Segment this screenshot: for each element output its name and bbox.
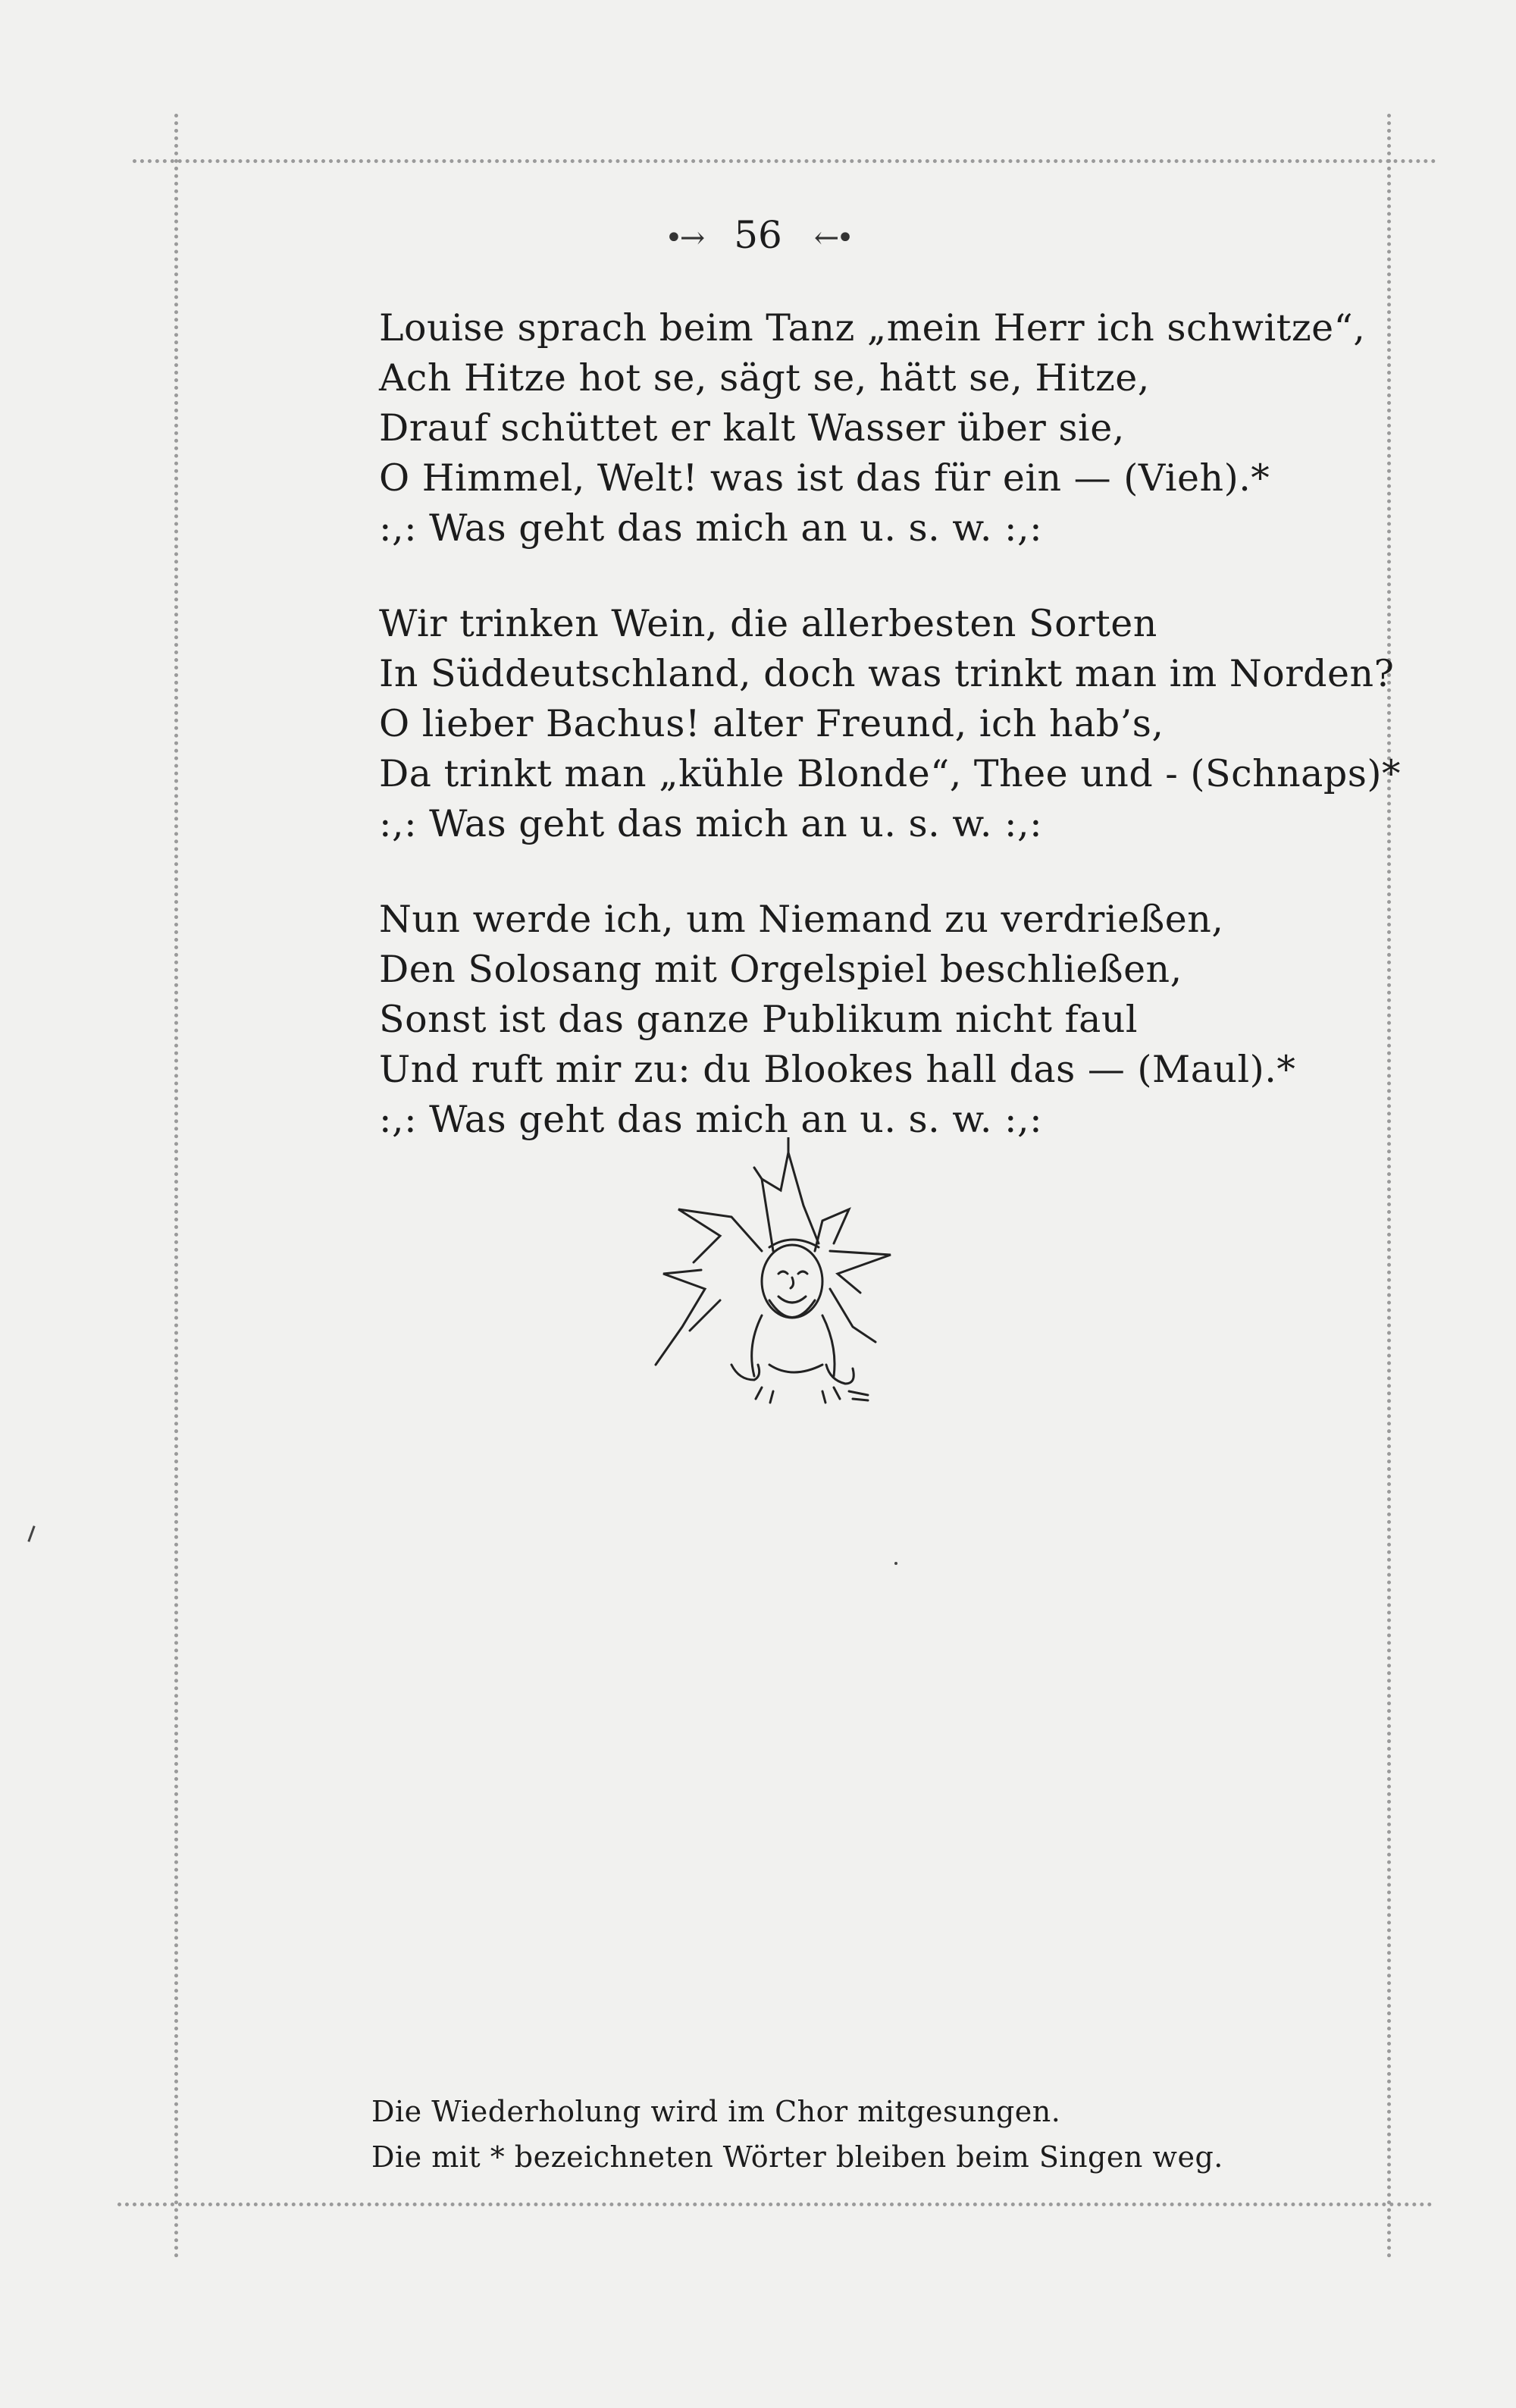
page-header [0, 205, 1516, 265]
verse-line: Und ruft mir zu: du Blookes hall das — (Maul).* [379, 1048, 1296, 1091]
poem-body [379, 303, 1402, 1190]
verse-line: Sonst ist das ganze Publikum nicht faul [379, 998, 1139, 1041]
verse-line: Drauf schüttet er kalt Wasser über sie, [379, 406, 1125, 450]
refrain-line: :,: Was geht das mich an u. s. w. :,: [379, 506, 1043, 550]
verse-line: O Himmel, Welt! was ist das für ein — (Vieh).* [379, 456, 1270, 500]
ornament-right-icon: ←• [813, 221, 851, 256]
frame-right-rule [1387, 114, 1391, 2259]
stray-mark [894, 1562, 897, 1565]
refrain-line: :,: Was geht das mich an u. s. w. :,: [379, 802, 1043, 845]
frame-bottom-rule [117, 2203, 1433, 2206]
frame-left-rule [174, 114, 178, 2259]
verse-line: Den Solosang mit Orgelspiel beschließen, [379, 948, 1182, 991]
stanza-3 [379, 895, 1296, 1145]
verse-line: Da trinkt man „kühle Blonde“, Thee und - (Schnaps)* [379, 752, 1402, 795]
stanza-2 [379, 599, 1402, 849]
ornament-left-icon: •→ [665, 221, 703, 256]
footnotes [371, 2089, 1281, 2180]
verse-line: Nun werde ich, um Niemand zu verdrießen, [379, 898, 1224, 941]
page-number: 56 [734, 213, 782, 257]
footnote-line: Die mit * bezeichneten Wörter bleiben beim Singen weg. [371, 2140, 1223, 2174]
stray-mark [27, 1525, 35, 1542]
verse-line: Wir trinken Wein, die allerbesten Sorten [379, 602, 1157, 645]
verse-line: Louise sprach beim Tanz „mein Herr ich schwitze“, [379, 306, 1366, 350]
frame-top-rule [133, 159, 1436, 163]
gnome-vignette-icon [648, 1137, 913, 1433]
footnote-line: Die Wiederholung wird im Chor mitgesungen. [371, 2095, 1061, 2128]
verse-line: Ach Hitze hot se, sägt se, hätt se, Hitze, [379, 356, 1150, 400]
stanza-1 [379, 303, 1366, 553]
verse-line: O lieber Bachus! alter Freund, ich hab’s, [379, 702, 1164, 745]
verse-line: In Süddeutschland, doch was trinkt man im Norden? [379, 652, 1395, 695]
refrain-line: :,: Was geht das mich an u. s. w. :,: [379, 1098, 1043, 1141]
